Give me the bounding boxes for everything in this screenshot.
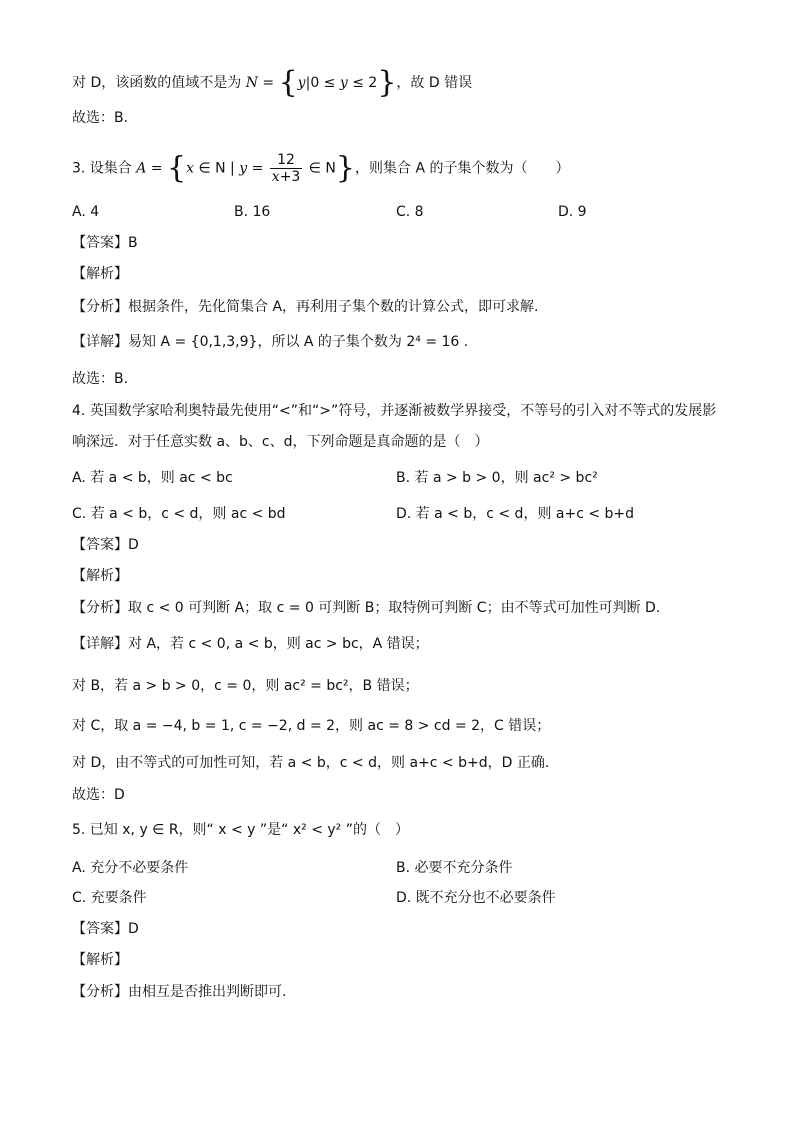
q4-line-d: 对 D，由不等式的可加性可知，若 a < b，c < d，则 a+c < b+d，D 正确. xyxy=(72,755,550,771)
q3-answer: 【答案】B xyxy=(72,235,138,251)
q3-option-c: C. 8 xyxy=(396,204,424,220)
q3-xiangjie: 【详解】易知 A = {0,1,3,9}，所以 A 的子集个数为 2⁴ = 16 . xyxy=(72,334,469,350)
q4-fenxi: 【分析】取 c < 0 可判断 A；取 c = 0 可判断 B；取特例可判断 C；由不等式可加性可判断 D. xyxy=(72,600,661,616)
q5-analysis-label: 【解析】 xyxy=(72,952,128,968)
q4-option-d: D. 若 a < b，c < d，则 a+c < b+d xyxy=(396,506,635,522)
q3-option-b: B. 16 xyxy=(234,204,271,220)
q4-answer: 【答案】D xyxy=(72,537,139,553)
q4-choice: 故选：D xyxy=(72,787,125,803)
q3-option-d: D. 9 xyxy=(558,204,587,220)
q3-analysis-label: 【解析】 xyxy=(72,266,128,282)
q3-stem: 3. 设集合 A = {x ∈ N | y = $\frac{12}{x+3}$ ∈ N}，则集合 A 的子集个数为（ ） xyxy=(72,150,570,186)
q4-analysis-label: 【解析】 xyxy=(72,568,128,584)
q5-option-a: A. 充分不必要条件 xyxy=(72,860,189,876)
q5-option-d: D. 既不充分也不必要条件 xyxy=(396,890,556,906)
q2-choice: 故选：B. xyxy=(72,110,129,126)
q3-choice: 故选：B. xyxy=(72,371,129,387)
q4-option-c: C. 若 a < b，c < d，则 ac < bd xyxy=(72,506,286,522)
q3-fenxi: 【分析】根据条件，先化简集合 A，再利用子集个数的计算公式，即可求解. xyxy=(72,299,539,315)
q5-stem: 5. 已知 x, y ∈ R，则“ x < y ”是“ x² < y² ”的（ ） xyxy=(72,822,409,838)
q5-fenxi: 【分析】由相互是否推出判断即可. xyxy=(72,984,287,1000)
q4-option-a: A. 若 a < b，则 ac < bc xyxy=(72,470,233,486)
q5-option-c: C. 充要条件 xyxy=(72,890,147,906)
q4-stem-line2: 响深远．对于任意实数 a、b、c、d，下列命题是真命题的是（ ） xyxy=(72,434,489,450)
q3-option-a: A. 4 xyxy=(72,204,100,220)
q5-answer: 【答案】D xyxy=(72,921,139,937)
q4-xiangjie: 【详解】对 A，若 c < 0, a < b，则 ac > bc，A 错误； xyxy=(72,636,429,652)
q2-conclusion-d: 对 D，该函数的值域不是为 N = {y|0 ≤ y ≤ 2}，故 D 错误 xyxy=(72,65,473,100)
q4-line-c: 对 C，取 a = −4, b = 1, c = −2, d = 2，则 ac = 8 > cd = 2，C 错误； xyxy=(72,718,551,734)
q4-line-b: 对 B，若 a > b > 0，c = 0，则 ac² = bc²，B 错误； xyxy=(72,678,419,694)
q4-option-b: B. 若 a > b > 0，则 ac² > bc² xyxy=(396,470,598,486)
q5-option-b: B. 必要不充分条件 xyxy=(396,860,513,876)
q4-stem-line1: 4. 英国数学家哈利奥特最先使用“<”和“>”符号，并逐渐被数学界接受，不等号的引入对不等式的发展影 xyxy=(72,403,717,419)
